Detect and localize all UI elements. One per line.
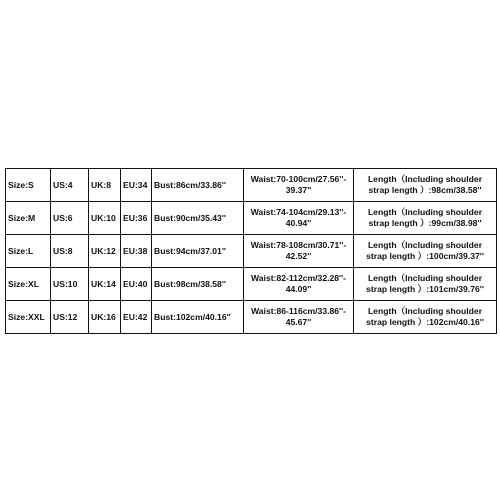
waist-cell bbox=[244, 169, 354, 202]
waist-line-2: 39.37'' bbox=[285, 185, 312, 195]
length-line-2: strap length ）:99cm/38.98'' bbox=[368, 218, 482, 228]
size-cell: Size:S bbox=[6, 169, 51, 202]
waist-cell bbox=[244, 301, 354, 334]
length-line-1: Length（Including shoulder bbox=[367, 174, 483, 184]
waist-line-2: 44.09'' bbox=[285, 284, 312, 294]
size-cell: Size:XXL bbox=[6, 301, 51, 334]
us-size-cell: US:4 bbox=[51, 169, 89, 202]
table-row bbox=[6, 169, 497, 202]
length-line-1: Length（Including shoulder bbox=[367, 207, 483, 217]
table-row bbox=[6, 268, 497, 301]
waist-line-1: Waist:74-104cm/29.13''- bbox=[250, 207, 347, 217]
eu-size-cell: EU:40 bbox=[121, 268, 152, 301]
eu-size-cell: EU:34 bbox=[121, 169, 152, 202]
eu-size-cell: EU:42 bbox=[121, 301, 152, 334]
size-cell: Size:L bbox=[6, 235, 51, 268]
length-line-2: strap length ）:102cm/40.16'' bbox=[366, 317, 484, 327]
us-size-cell: US:10 bbox=[51, 268, 89, 301]
length-cell bbox=[354, 169, 497, 202]
eu-size-cell: EU:38 bbox=[121, 235, 152, 268]
bust-cell: Bust:98cm/38.58'' bbox=[152, 268, 244, 301]
bust-cell: Bust:86cm/33.86'' bbox=[152, 169, 244, 202]
uk-size-cell: UK:14 bbox=[89, 268, 121, 301]
length-line-1: Length（Including shoulder bbox=[367, 306, 483, 316]
us-size-cell: US:8 bbox=[51, 235, 89, 268]
length-cell bbox=[354, 268, 497, 301]
us-size-cell: US:12 bbox=[51, 301, 89, 334]
length-cell bbox=[354, 202, 497, 235]
bust-cell: Bust:94cm/37.01'' bbox=[152, 235, 244, 268]
uk-size-cell: UK:8 bbox=[89, 169, 121, 202]
length-cell bbox=[354, 235, 497, 268]
length-line-1: Length（Including shoulder bbox=[367, 273, 483, 283]
size-cell: Size:XL bbox=[6, 268, 51, 301]
length-line-2: strap length ）:101cm/39.76'' bbox=[366, 284, 484, 294]
length-line-2: strap length ）:100cm/39.37'' bbox=[366, 251, 484, 261]
uk-size-cell: UK:12 bbox=[89, 235, 121, 268]
table-row bbox=[6, 301, 497, 334]
waist-cell bbox=[244, 268, 354, 301]
length-line-2: strap length ）:98cm/38.58'' bbox=[368, 185, 482, 195]
table-row bbox=[6, 235, 497, 268]
size-chart-table bbox=[5, 168, 497, 334]
waist-line-1: Waist:70-100cm/27.56''- bbox=[250, 174, 347, 184]
waist-line-2: 45.67'' bbox=[285, 317, 312, 327]
uk-size-cell: UK:16 bbox=[89, 301, 121, 334]
waist-line-2: 40.94'' bbox=[285, 218, 312, 228]
waist-line-1: Waist:86-116cm/33.86''- bbox=[250, 306, 346, 316]
length-line-1: Length（Including shoulder bbox=[367, 240, 483, 250]
length-cell bbox=[354, 301, 497, 334]
bust-cell: Bust:90cm/35.43'' bbox=[152, 202, 244, 235]
waist-line-1: Waist:78-108cm/30.71''- bbox=[250, 240, 347, 250]
bust-cell: Bust:102cm/40.16'' bbox=[152, 301, 244, 334]
us-size-cell: US:6 bbox=[51, 202, 89, 235]
table-row bbox=[6, 202, 497, 235]
size-cell: Size:M bbox=[6, 202, 51, 235]
waist-line-2: 42.52'' bbox=[285, 251, 312, 261]
uk-size-cell: UK:10 bbox=[89, 202, 121, 235]
waist-cell bbox=[244, 235, 354, 268]
waist-line-1: Waist:82-112cm/32.28''- bbox=[250, 273, 346, 283]
waist-cell bbox=[244, 202, 354, 235]
eu-size-cell: EU:36 bbox=[121, 202, 152, 235]
